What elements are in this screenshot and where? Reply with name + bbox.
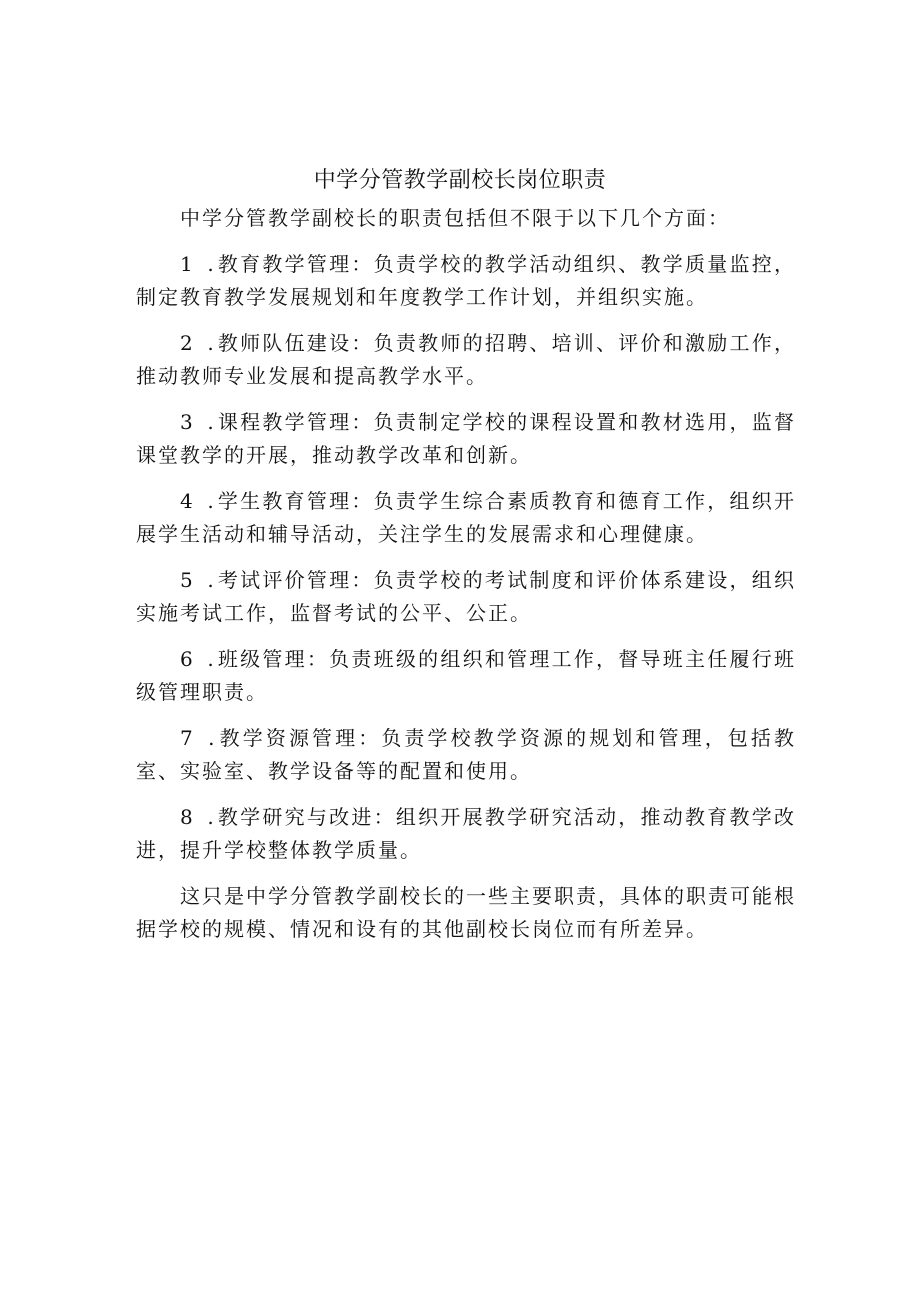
duty-item-2 [136,327,796,393]
duty-item-8 [136,801,796,867]
duty-item-number: 6 . [180,647,218,671]
duty-item-number: 4 . [180,489,218,513]
duty-item-number: 3 . [180,410,218,434]
duty-item-text: 班级管理：负责班级的组织和管理工作，督导班主任履行班级管理职责。 [136,647,796,704]
duty-item-number: 2 . [180,331,218,355]
duty-item-text: 学生教育管理：负责学生综合素质教育和德育工作，组织开展学生活动和辅导活动，关注学生的发展需求和心理健康。 [136,489,796,546]
duty-item-number: 7 . [180,726,219,750]
document-title: 中学分管教学副校长岗位职责 [313,168,607,193]
duty-item-number: 8 . [180,805,218,829]
duty-item-text: 教学资源管理：负责学校教学资源的规划和管理，包括教室、实验室、教学设备等的配置和使用。 [136,726,796,783]
duty-item-text: 教学研究与改进：组织开展教学研究活动，推动教育教学改进，提升学校整体教学质量。 [136,805,796,862]
duty-item-text: 教师队伍建设：负责教师的招聘、培训、评价和激励工作，推动教师专业发展和提高教学水平。 [136,331,796,388]
duty-item-text: 考试评价管理：负责学校的考试制度和评价体系建设，组织实施考试工作，监督考试的公平、公正。 [136,568,796,625]
intro-paragraph: 中学分管教学副校长的职责包括但不限于以下几个方面： [180,206,730,230]
duty-item-5 [136,564,796,630]
duty-item-text: 课程教学管理：负责制定学校的课程设置和教材选用，监督课堂教学的开展，推动教学改革和创新。 [136,410,796,467]
closing-paragraph: 这只是中学分管教学副校长的一些主要职责，具体的职责可能根据学校的规模、情况和设有的其他副校长岗位而有所差异。 [136,884,796,941]
duty-item-4 [136,485,796,551]
duty-item-number: 1 . [180,252,218,276]
duty-item-6 [136,643,796,709]
duty-item-number: 5 . [180,568,218,592]
duty-item-1 [136,248,796,314]
duty-item-7 [136,722,796,788]
duty-item-3 [136,406,796,472]
duty-item-text: 教育教学管理：负责学校的教学活动组织、教学质量监控，制定教育教学发展规划和年度教学工作计划，并组织实施。 [136,252,796,309]
document-body [136,202,796,959]
